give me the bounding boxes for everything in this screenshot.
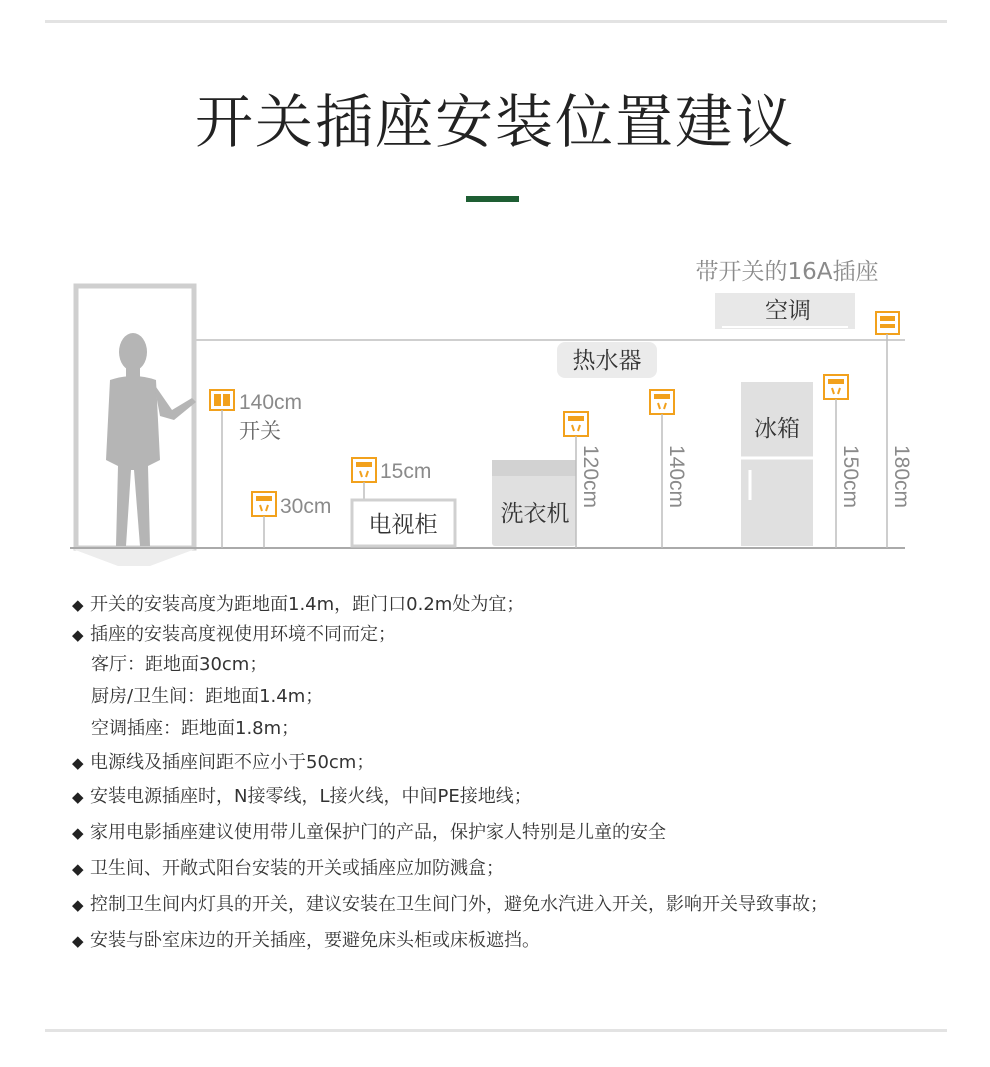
note-item bbox=[72, 752, 374, 774]
note-text: 厨房/卫生间：距地面1.4m； bbox=[91, 686, 324, 707]
note-item bbox=[72, 686, 323, 708]
note-item bbox=[72, 786, 532, 808]
switch-label: 开关 bbox=[239, 419, 281, 443]
note-item bbox=[72, 894, 828, 916]
socket-30cm-label: 30cm bbox=[280, 495, 332, 518]
diamond-bullet-icon: ◆ bbox=[72, 596, 84, 614]
water-heater-label: 热水器 bbox=[572, 348, 642, 374]
socket-15cm-icon bbox=[352, 458, 376, 500]
ac-label: 空调 bbox=[765, 298, 811, 324]
note-text: 控制卫生间内灯具的开关，建议安装在卫生间门外，避免水汽进入开关，影响开关导致事故； bbox=[90, 894, 828, 915]
wall-switch-icon bbox=[210, 390, 234, 548]
note-item bbox=[72, 624, 396, 646]
note-text: 电源线及插座间距不应小于50cm； bbox=[90, 752, 375, 773]
socket-15cm-label: 15cm bbox=[380, 460, 432, 483]
bottom-divider bbox=[45, 1029, 947, 1032]
diamond-bullet-icon: ◆ bbox=[72, 860, 84, 878]
note-item bbox=[72, 654, 267, 676]
note-text: 安装与卧室床边的开关插座，要避免床头柜或床板遮挡。 bbox=[90, 930, 540, 951]
note-item bbox=[72, 594, 524, 616]
fridge-label: 冰箱 bbox=[754, 416, 800, 442]
diamond-bullet-icon: ◆ bbox=[72, 626, 84, 644]
note-text: 空调插座：距地面1.8m； bbox=[91, 718, 300, 739]
note-item bbox=[72, 930, 540, 952]
diamond-bullet-icon: ◆ bbox=[72, 896, 84, 914]
washer-label: 洗衣机 bbox=[500, 501, 570, 527]
note-text: 卫生间、开敞式阳台安装的开关或插座应加防溅盒； bbox=[90, 858, 504, 879]
socket-30cm-icon bbox=[252, 492, 276, 548]
note-text: 安装电源插座时，N接零线，L接火线，中间PE接地线； bbox=[90, 786, 532, 807]
diamond-bullet-icon: ◆ bbox=[72, 754, 84, 772]
pole-washer-label: 120cm bbox=[579, 445, 602, 509]
note-text: 客厅：距地面30cm； bbox=[91, 654, 268, 675]
diamond-bullet-icon: ◆ bbox=[72, 932, 84, 950]
note-text: 插座的安装高度视使用环境不同而定； bbox=[90, 624, 396, 645]
socket-ac-icon bbox=[876, 312, 899, 548]
tv-cabinet-label: 电视柜 bbox=[368, 512, 438, 538]
switch-height-label: 140cm bbox=[239, 391, 303, 414]
diamond-bullet-icon: ◆ bbox=[72, 824, 84, 842]
note-item bbox=[72, 822, 666, 844]
note-text: 家用电影插座建议使用带儿童保护门的产品，保护家人特别是儿童的安全 bbox=[90, 822, 666, 843]
note-item bbox=[72, 718, 299, 740]
pole-fridge-label: 150cm bbox=[839, 445, 862, 509]
note-text: 开关的安装高度为距地面1.4m，距门口0.2m处为宜； bbox=[90, 594, 525, 615]
pole-ac-label: 180cm bbox=[890, 445, 913, 509]
note-item bbox=[72, 858, 504, 880]
diamond-bullet-icon: ◆ bbox=[72, 788, 84, 806]
page-title: 开关插座安装位置建议 bbox=[194, 88, 795, 156]
socket-16a-label: 带开关的16A插座 bbox=[695, 259, 879, 285]
pole-heater-label: 140cm bbox=[665, 445, 688, 509]
refrigerator bbox=[741, 382, 813, 546]
